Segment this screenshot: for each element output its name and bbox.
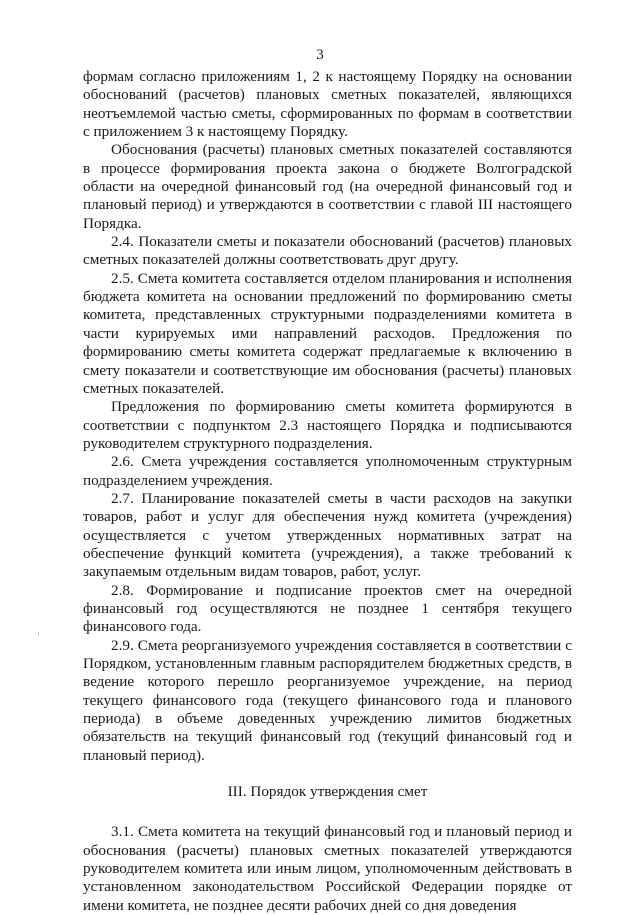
paragraph-2-4: 2.4. Показатели сметы и показатели обоснований (расчетов) плановых сметных показателей должны соответствовать друг другу. (83, 233, 572, 269)
document-body (83, 68, 572, 915)
margin-mark (38, 632, 39, 636)
paragraph-2-8: 2.8. Формирование и подписание проектов смет на очередной финансовый год осуществляются не позднее 1 сентября текущего финансового года. (83, 581, 572, 636)
paragraph-2-5: 2.5. Смета комитета составляется отделом планирования и исполнения бюджета комитета на основании предложений по формированию сметы комитета, представленных структурными подразделениями комитета в части курируемых ими направлений расходов. Предложения по формированию сметы комитета содержат предлагаемые к включению в смету показатели и соответствующие им обоснования (расчеты) плановых сметных показателей. (83, 269, 572, 397)
paragraph-2-7: 2.7. Планирование показателей сметы в части расходов на закупки товаров, работ и услуг для обеспечения нужд комитета (учреждения) осуществляется с учетом утвержденных нормативных затрат на обеспечение функций комитета (учреждения), а также требований к закупаемым отдельным видам товаров, работ, услуг. (83, 489, 572, 581)
page-number: 3 (316, 47, 324, 63)
paragraph-obosnovaniya: Обоснования (расчеты) плановых сметных показателей составляются в процессе формирования проекта закона о бюджете Волгоградской области на очередной финансовый год (на очередной финансовый год и плановый период) и утверждаются в соответствии с главой III настоящего Порядка. (83, 141, 572, 232)
paragraph-predlozheniya: Предложения по формированию сметы комитета формируются в соответствии с подпунктом 2.3 настоящего Порядка и подписываются руководителем структурного подразделения. (83, 398, 572, 452)
section-heading: III. Порядок утверждения смет (227, 783, 428, 801)
paragraph-2-6: 2.6. Смета учреждения составляется уполномоченным структурным подразделением учреждения. (83, 453, 572, 489)
paragraph-continuation: формам согласно приложениям 1, 2 к настоящему Порядку на основании обоснований (расчетов) плановых сметных показателей, являющихся неотъемлемой частью сметы, сформированных по формам в соответствии с приложением 3 к настоящему Порядку. (83, 68, 572, 141)
paragraph-2-9: 2.9. Смета реорганизуемого учреждения составляется в соответствии с Порядком, установленным главным распорядителем бюджетных средств, в ведение которого перешло реорганизуемое учреждение, на период текущего финансового года (текущего финансового года и планового периода) в объеме доведенных учреждению лимитов бюджетных обязательств на текущий финансовый год (текущий финансовый год и плановый период). (83, 636, 572, 764)
paragraph-3-1: 3.1. Смета комитета на текущий финансовый год и плановый период и обоснования (расчеты) плановых сметных показателей утверждаются руководителем комитета или иным лицом, уполномоченным действовать в установленном законодательством Российской Федерации порядке от имени комитета, не позднее десяти рабочих дней со дня доведения (83, 823, 572, 914)
